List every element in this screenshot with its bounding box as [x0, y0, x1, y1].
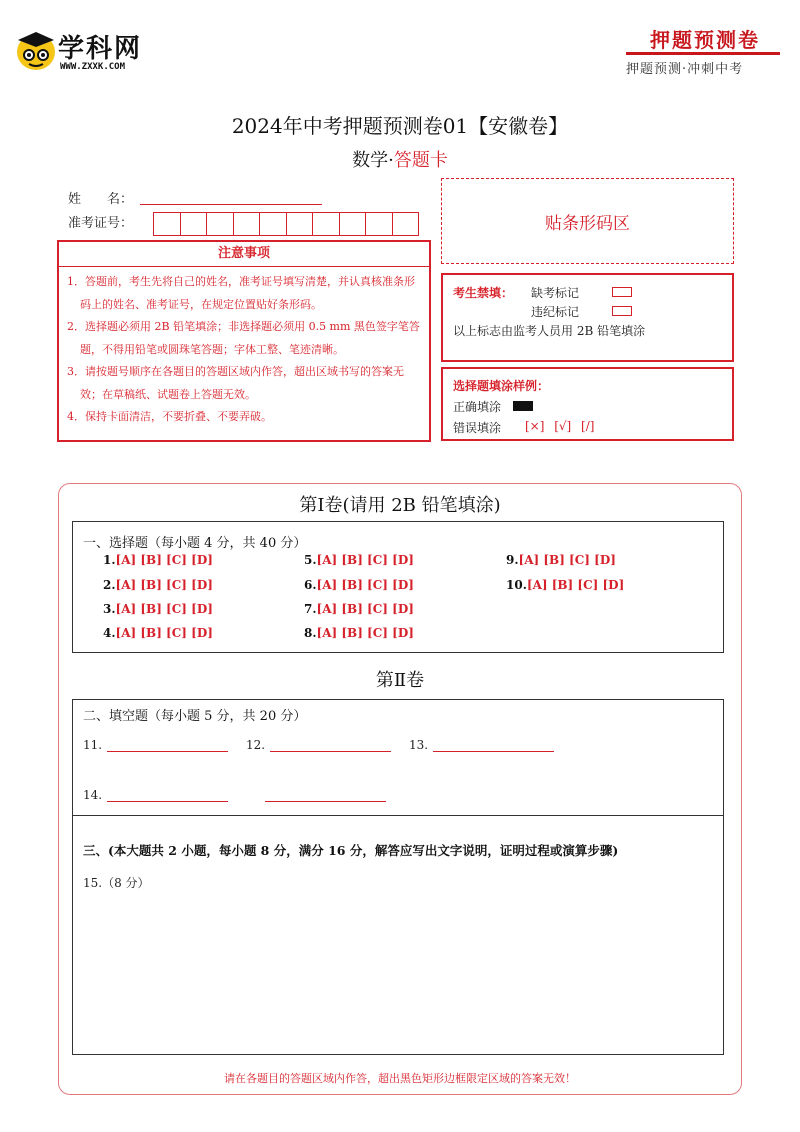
mc-question-3[interactable]: 3.[A] [B] [C] [D] [103, 602, 213, 616]
id-label: 准考证号： [68, 216, 134, 231]
multiple-choice-box [72, 521, 724, 653]
wrong-fill-marks: [×] [√] [/] [525, 419, 595, 433]
q14-label: 14. [83, 788, 103, 802]
footer-warning: 请在各题目的答题区域内作答，超出黑色矩形边框限定区域的答案无效！ [224, 1072, 576, 1085]
barcode-area: 贴条形码区 [441, 178, 734, 264]
mc-section-title: 一、选择题（每小题 4 分，共 40 分） [83, 536, 307, 551]
q13-label: 13. [409, 738, 429, 752]
notice-item: 1．答题前，考生先将自己的姓名，准考证号填写清楚，并认真核准条形码上的姓名、准考证号，在规定位置贴好条形码。 [67, 275, 415, 311]
id-number-boxes[interactable] [153, 212, 419, 236]
answer-card-label: 答题卡 [393, 150, 448, 171]
subject-label: 数学· [352, 150, 394, 171]
solution-box[interactable] [72, 815, 724, 1055]
mc-question-5[interactable]: 5.[A] [B] [C] [D] [304, 553, 414, 567]
solution-section-title: 三、(本大题共 2 小题，每小题 8 分，满分 16 分，解答应写出文字说明，证明过程或演算步骤) [83, 843, 619, 858]
mc-question-8[interactable]: 8.[A] [B] [C] [D] [304, 626, 414, 640]
mc-question-2[interactable]: 2.[A] [B] [C] [D] [103, 578, 213, 592]
proctor-only-title: 考生禁填： [453, 286, 514, 300]
part2-title: 第Ⅱ卷 [375, 670, 425, 691]
absent-mark-box [612, 287, 632, 297]
notice-item: 3．请按题号顺序在各题目的答题区域内作答，超出区域书写的答案无效；在草稿纸、试题卷上答题无效。 [67, 365, 404, 401]
brand-title: 押题预测卷 [650, 28, 760, 52]
mc-question-4[interactable]: 4.[A] [B] [C] [D] [103, 626, 213, 640]
id-cell[interactable] [340, 213, 367, 235]
correct-fill-mark [513, 401, 533, 411]
q11-answer-line[interactable] [107, 751, 228, 752]
mc-question-6[interactable]: 6.[A] [B] [C] [D] [304, 578, 414, 592]
notice-heading: 注意事项 [59, 242, 429, 267]
fill-blank-box [72, 699, 724, 816]
fill-sample-title: 选择题填涂样例： [453, 379, 550, 393]
logo-text: 学科网 [58, 34, 143, 64]
id-cell[interactable] [260, 213, 287, 235]
id-cell[interactable] [313, 213, 340, 235]
id-cell[interactable] [287, 213, 314, 235]
correct-fill-label: 正确填涂 [453, 400, 502, 414]
fill-section-title: 二、填空题（每小题 5 分，共 20 分） [83, 709, 307, 724]
page-title: 2024年中考押题预测卷01【安徽卷】 [231, 114, 569, 138]
id-cell[interactable] [207, 213, 234, 235]
mc-question-7[interactable]: 7.[A] [B] [C] [D] [304, 602, 414, 616]
name-label: 姓 名： [68, 192, 134, 207]
q12-label: 12. [246, 738, 266, 752]
q11-label: 11. [83, 738, 103, 752]
notice-item: 4．保持卡面清洁，不要折叠、不要弄破。 [67, 410, 272, 423]
page-subtitle [0, 146, 800, 172]
id-cell[interactable] [393, 213, 419, 235]
id-cell[interactable] [154, 213, 181, 235]
mc-question-10[interactable]: 10.[A] [B] [C] [D] [506, 578, 625, 592]
absent-mark-label: 缺考标记 [531, 286, 580, 300]
notice-box [57, 240, 431, 442]
q14-answer-line-1[interactable] [107, 801, 228, 802]
brand-divider [626, 52, 780, 55]
mc-question-9[interactable]: 9.[A] [B] [C] [D] [506, 553, 616, 567]
id-cell[interactable] [234, 213, 261, 235]
id-cell[interactable] [181, 213, 208, 235]
proctor-note: 以上标志由监考人员用 2B 铅笔填涂 [453, 324, 646, 338]
violation-mark-box [612, 306, 632, 316]
fill-sample-box [441, 367, 734, 441]
name-field[interactable] [140, 204, 322, 205]
mc-question-1[interactable]: 1.[A] [B] [C] [D] [103, 553, 213, 567]
brand-subtitle: 押题预测·冲刺中考 [626, 62, 744, 77]
q14-answer-line-2[interactable] [265, 801, 386, 802]
notice-item: 2．选择题必须用 2B 铅笔填涂；非选择题必须用 0.5 mm 黑色签字笔答题，不得用铅笔或圆珠笔答题；字体工整、笔迹清晰。 [67, 320, 420, 356]
proctor-only-box [441, 273, 734, 362]
wrong-fill-label: 错误填涂 [453, 421, 502, 435]
q13-answer-line[interactable] [433, 751, 554, 752]
q15-label: 15.（8 分） [83, 876, 150, 890]
id-cell[interactable] [366, 213, 393, 235]
part1-title: 第Ⅰ卷(请用 2B 铅笔填涂) [299, 495, 501, 516]
q12-answer-line[interactable] [270, 751, 391, 752]
violation-mark-label: 违纪标记 [531, 305, 580, 319]
logo-url: WWW.ZXXK.COM [60, 62, 126, 72]
